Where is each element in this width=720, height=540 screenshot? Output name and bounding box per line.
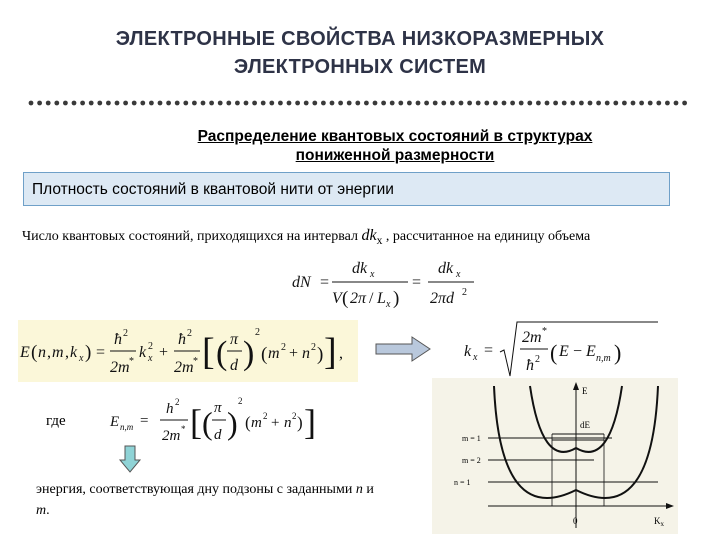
divider-dot bbox=[622, 101, 627, 106]
divider-dot bbox=[476, 101, 481, 106]
dispersion-graph bbox=[432, 378, 678, 534]
formula-dn bbox=[290, 253, 480, 311]
svg-text:E: E bbox=[559, 343, 569, 360]
svg-text:L: L bbox=[377, 290, 386, 307]
description-text bbox=[22, 226, 702, 250]
svg-text:n: n bbox=[302, 345, 310, 362]
divider-dot bbox=[424, 101, 429, 106]
de-label: dE bbox=[580, 420, 590, 430]
divider-dot bbox=[46, 101, 51, 106]
svg-text:+: + bbox=[289, 345, 299, 362]
svg-text:2: 2 bbox=[238, 396, 243, 406]
level-label-m1: m = 1 bbox=[462, 434, 481, 443]
divider-dot bbox=[321, 101, 326, 106]
svg-text:=: = bbox=[140, 413, 149, 429]
axis-x-label-sub: x bbox=[660, 520, 664, 528]
formula-energy bbox=[18, 320, 358, 382]
description-part2: , рассчитанное на единицу объема bbox=[382, 229, 591, 244]
svg-text:E: E bbox=[586, 343, 596, 360]
divider-dot bbox=[330, 101, 335, 106]
description-part1: Число квантовых состояний, приходящихся на интервал bbox=[22, 229, 362, 244]
slide-title bbox=[0, 25, 720, 81]
divider-dot bbox=[484, 101, 489, 106]
divider-dot bbox=[631, 101, 636, 106]
divider-dot bbox=[252, 101, 257, 106]
divider-dot bbox=[373, 101, 378, 106]
formula-enm bbox=[108, 392, 314, 450]
divider-dot bbox=[218, 101, 223, 106]
energy-description bbox=[36, 479, 376, 521]
svg-text:k: k bbox=[70, 344, 78, 361]
svg-text:E: E bbox=[110, 414, 120, 430]
dotted-divider bbox=[28, 98, 696, 108]
svg-text:m: m bbox=[251, 415, 262, 431]
level-label-m2: m = 2 bbox=[462, 456, 481, 465]
description-var: dk bbox=[361, 227, 377, 244]
svg-text:n: n bbox=[284, 415, 292, 431]
divider-dot bbox=[381, 101, 386, 106]
boxed-heading: Плотность состояний в квантовой нити от энергии bbox=[23, 172, 670, 206]
divider-dot bbox=[656, 101, 661, 106]
k-axis-arrow bbox=[666, 503, 674, 509]
svg-text:=: = bbox=[320, 274, 330, 291]
where-label: где bbox=[46, 413, 66, 429]
svg-text:x: x bbox=[148, 353, 153, 364]
svg-text:,: , bbox=[47, 344, 51, 361]
divider-dot bbox=[493, 101, 498, 106]
svg-text:ħ: ħ bbox=[526, 357, 534, 374]
divider-dot bbox=[338, 101, 343, 106]
divider-dot bbox=[192, 101, 197, 106]
divider-dot bbox=[312, 101, 317, 106]
energy-formula-panel bbox=[18, 320, 358, 382]
svg-text:dk: dk bbox=[352, 260, 368, 277]
svg-text:(: ( bbox=[342, 288, 349, 309]
divider-dot bbox=[295, 101, 300, 106]
svg-text:=: = bbox=[96, 344, 106, 361]
divider-dot bbox=[347, 101, 352, 106]
divider-dot bbox=[674, 101, 679, 106]
divider-dot bbox=[441, 101, 446, 106]
svg-text:n: n bbox=[38, 344, 46, 361]
divider-dot bbox=[682, 101, 687, 106]
energy-text-part1: энергия, соответствующая дну подзоны с заданными bbox=[36, 482, 356, 497]
divider-dot bbox=[29, 101, 34, 106]
divider-dot bbox=[459, 101, 464, 106]
divider-dot bbox=[562, 101, 567, 106]
svg-text:): ) bbox=[614, 340, 622, 365]
svg-text:*: * bbox=[181, 424, 186, 434]
divider-dot bbox=[510, 101, 515, 106]
divider-dot bbox=[519, 101, 524, 106]
svg-text:): ) bbox=[393, 288, 400, 309]
divider-dot bbox=[226, 101, 231, 106]
divider-dot bbox=[269, 101, 274, 106]
svg-text:(: ( bbox=[550, 340, 558, 365]
svg-text:[: [ bbox=[190, 402, 202, 442]
energy-text-end: . bbox=[46, 503, 50, 518]
svg-text:,: , bbox=[339, 345, 343, 362]
svg-text:2: 2 bbox=[292, 411, 297, 421]
svg-text:x: x bbox=[456, 269, 461, 280]
slide-title-line1: ЭЛЕКТРОННЫЕ СВОЙСТВА НИЗКОРАЗМЕРНЫХ bbox=[115, 28, 605, 50]
divider-dot bbox=[54, 101, 59, 106]
divider-dot bbox=[80, 101, 85, 106]
svg-text:2m: 2m bbox=[162, 428, 181, 444]
svg-text:dN: dN bbox=[292, 274, 311, 291]
divider-dot bbox=[115, 101, 120, 106]
axis-y-label: E bbox=[582, 386, 588, 396]
svg-text:(: ( bbox=[261, 344, 268, 365]
divider-dot bbox=[175, 101, 180, 106]
svg-text:(: ( bbox=[245, 413, 251, 432]
divider-dot bbox=[235, 101, 240, 106]
svg-text:ħ: ħ bbox=[114, 331, 122, 348]
svg-text:2: 2 bbox=[535, 354, 540, 365]
divider-dot bbox=[364, 101, 369, 106]
divider-dot bbox=[244, 101, 249, 106]
divider-dot bbox=[158, 101, 163, 106]
svg-text:+: + bbox=[159, 344, 169, 361]
divider-dot bbox=[355, 101, 360, 106]
divider-dot bbox=[588, 101, 593, 106]
svg-text:*: * bbox=[129, 356, 134, 367]
divider-dot bbox=[450, 101, 455, 106]
divider-dot bbox=[209, 101, 214, 106]
formula-kx bbox=[462, 318, 662, 384]
svg-text:2: 2 bbox=[123, 328, 128, 339]
svg-text:/: / bbox=[369, 290, 374, 307]
divider-dot bbox=[132, 101, 137, 106]
energy-text-and: и bbox=[362, 482, 374, 497]
divider-dot bbox=[596, 101, 601, 106]
svg-text:): ) bbox=[317, 344, 324, 365]
divider-dot bbox=[72, 101, 77, 106]
energy-text-m: m bbox=[36, 503, 47, 518]
svg-text:π: π bbox=[214, 400, 222, 416]
divider-dot bbox=[304, 101, 309, 106]
divider-dot bbox=[390, 101, 395, 106]
svg-text:2: 2 bbox=[175, 397, 180, 407]
down-arrow-icon bbox=[118, 444, 142, 474]
divider-dot bbox=[467, 101, 472, 106]
svg-text:*: * bbox=[542, 326, 547, 337]
svg-text:2: 2 bbox=[462, 287, 467, 298]
divider-dot bbox=[149, 101, 154, 106]
divider-dot bbox=[553, 101, 558, 106]
svg-text:2m: 2m bbox=[174, 359, 194, 376]
description-sub: x bbox=[376, 233, 383, 247]
svg-text:[: [ bbox=[202, 331, 215, 373]
svg-text:2π: 2π bbox=[350, 290, 367, 307]
divider-dot bbox=[545, 101, 550, 106]
divider-dot bbox=[106, 101, 111, 106]
svg-text:x: x bbox=[79, 353, 84, 364]
svg-text:*: * bbox=[193, 356, 198, 367]
svg-text:2πd: 2πd bbox=[430, 290, 455, 307]
svg-text:m: m bbox=[52, 344, 64, 361]
svg-text:]: ] bbox=[324, 331, 337, 373]
subtitle-line2: пониженной размерности bbox=[295, 147, 495, 164]
slide-title-line2: ЭЛЕКТРОННЫХ СИСТЕМ bbox=[233, 56, 487, 78]
svg-text:2: 2 bbox=[187, 328, 192, 339]
svg-text:(: ( bbox=[202, 405, 213, 441]
divider-dot bbox=[407, 101, 412, 106]
svg-text:n,m: n,m bbox=[596, 353, 611, 364]
svg-text:d: d bbox=[214, 427, 222, 443]
right-arrow-icon bbox=[374, 334, 432, 364]
section-subtitle bbox=[130, 127, 660, 165]
axis-x-label bbox=[654, 516, 665, 528]
svg-text:): ) bbox=[243, 335, 255, 372]
subtitle-line1: Распределение квантовых состояний в структурах bbox=[197, 128, 593, 145]
svg-text:2m: 2m bbox=[522, 329, 542, 346]
svg-text:,: , bbox=[65, 344, 69, 361]
divider-dot bbox=[261, 101, 266, 106]
svg-text:(: ( bbox=[216, 335, 228, 372]
svg-text:x: x bbox=[386, 299, 391, 310]
divider-dot bbox=[97, 101, 102, 106]
svg-text:2: 2 bbox=[255, 327, 260, 338]
level-label-n1: n = 1 bbox=[454, 478, 471, 487]
svg-text:=: = bbox=[412, 274, 422, 291]
svg-text:2: 2 bbox=[148, 341, 153, 352]
divider-dot bbox=[140, 101, 145, 106]
divider-dot bbox=[527, 101, 532, 106]
svg-text:): ) bbox=[227, 405, 238, 441]
divider-dot bbox=[570, 101, 575, 106]
svg-text:2: 2 bbox=[281, 342, 286, 353]
energy-text-n: n bbox=[355, 482, 363, 497]
divider-dot bbox=[201, 101, 206, 106]
divider-dot bbox=[613, 101, 618, 106]
svg-text:x: x bbox=[370, 269, 375, 280]
svg-text:+: + bbox=[271, 415, 280, 431]
svg-text:]: ] bbox=[304, 402, 316, 442]
divider-dot bbox=[123, 101, 128, 106]
svg-text:2: 2 bbox=[311, 342, 316, 353]
svg-text:): ) bbox=[297, 413, 303, 432]
divider-dot bbox=[166, 101, 171, 106]
divider-dot bbox=[502, 101, 507, 106]
axis-x-label-main: K bbox=[654, 516, 661, 526]
svg-text:): ) bbox=[85, 342, 92, 363]
divider-dot bbox=[579, 101, 584, 106]
divider-dot bbox=[89, 101, 94, 106]
svg-text:π: π bbox=[230, 331, 239, 348]
divider-dot bbox=[433, 101, 438, 106]
divider-dot bbox=[639, 101, 644, 106]
svg-text:x: x bbox=[473, 352, 478, 363]
divider-dot bbox=[536, 101, 541, 106]
svg-text:d: d bbox=[230, 357, 238, 374]
svg-text:dk: dk bbox=[438, 260, 454, 277]
divider-dot bbox=[287, 101, 292, 106]
divider-dot bbox=[183, 101, 188, 106]
svg-text:k: k bbox=[464, 343, 472, 360]
divider-dot bbox=[278, 101, 283, 106]
svg-text:(: ( bbox=[31, 342, 38, 363]
divider-dot bbox=[648, 101, 653, 106]
svg-text:=: = bbox=[484, 342, 494, 359]
svg-text:V: V bbox=[332, 290, 342, 307]
divider-dot bbox=[37, 101, 42, 106]
svg-text:E: E bbox=[20, 344, 30, 361]
svg-text:2m: 2m bbox=[110, 359, 130, 376]
divider-dot bbox=[605, 101, 610, 106]
svg-text:ħ: ħ bbox=[178, 331, 186, 348]
dispersion-plot bbox=[432, 378, 678, 534]
divider-dot bbox=[63, 101, 68, 106]
origin-label: 0 bbox=[573, 516, 578, 526]
svg-text:m: m bbox=[268, 345, 280, 362]
svg-text:n,m: n,m bbox=[120, 422, 134, 432]
svg-text:2: 2 bbox=[263, 411, 268, 421]
divider-dot bbox=[416, 101, 421, 106]
svg-text:k: k bbox=[139, 344, 147, 361]
divider-dot bbox=[665, 101, 670, 106]
svg-text:−: − bbox=[573, 343, 583, 360]
energy-axis-arrow bbox=[573, 382, 579, 390]
svg-text:h: h bbox=[166, 401, 174, 417]
divider-dot bbox=[398, 101, 403, 106]
